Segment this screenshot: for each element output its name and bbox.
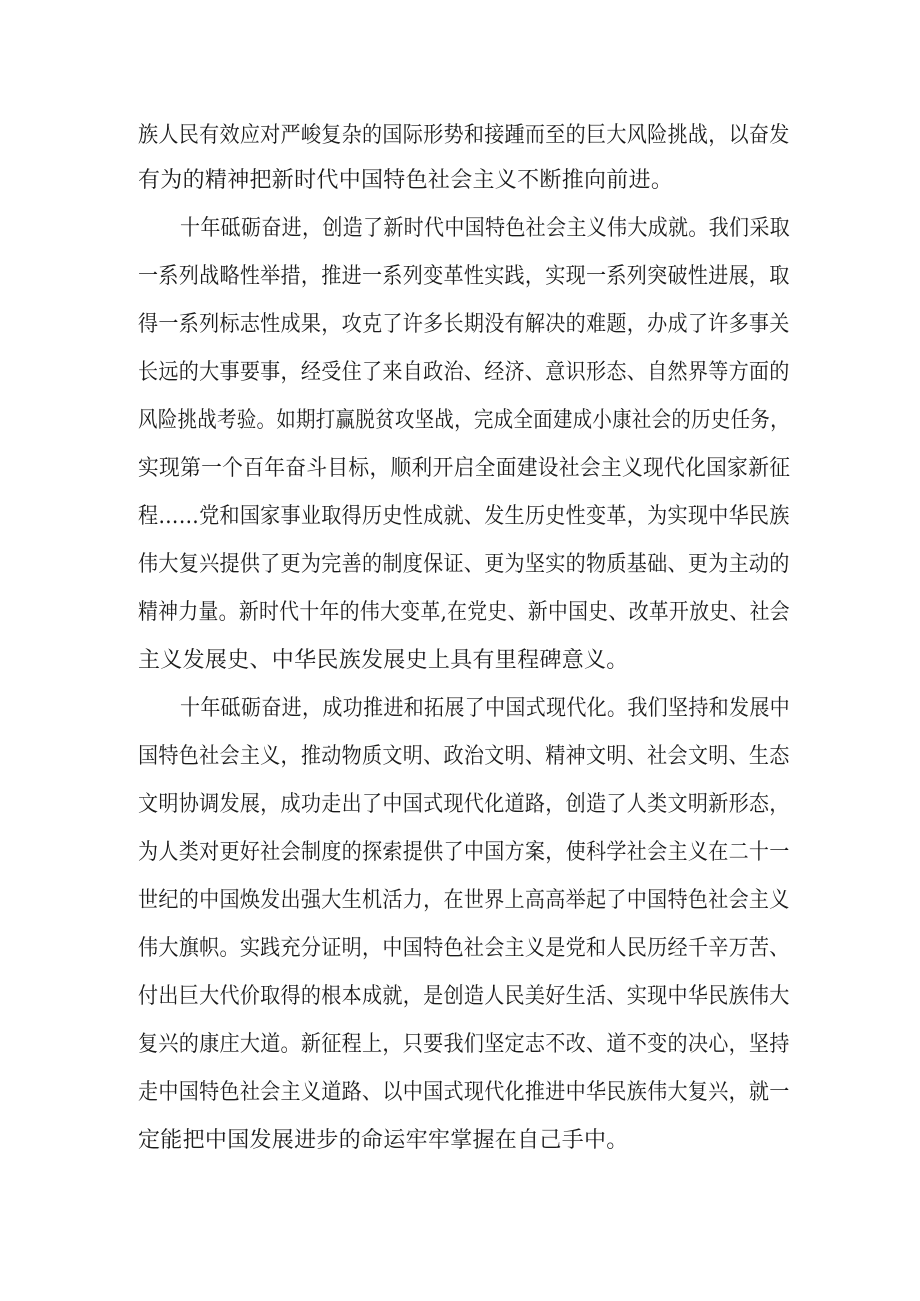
paragraph-2-line-10: 主义发展史、中华民族发展史上具有里程碑意义。: [138, 648, 629, 673]
paragraph-2-line-7: 程……党和国家事业取得历史性成就、发生历史性变革，为实现中华民族: [138, 504, 790, 529]
paragraph-3-line-6: 伟大旗帜。实践充分证明，中国特色社会主义是党和人民历经千辛万苦、: [138, 936, 790, 961]
paragraph-2-line-2: 一系列战略性举措，推进一系列变革性实践，实现一系列突破性进展，取: [138, 264, 790, 289]
paragraph-3-line-3: 文明协调发展，成功走出了中国式现代化道路，创造了人类文明新形态，: [138, 792, 790, 817]
paragraph-2-line-8: 伟大复兴提供了更为完善的制度保证、更为坚实的物质基础、更为主动的: [138, 552, 790, 577]
paragraph-1-line-1: 族人民有效应对严峻复杂的国际形势和接踵而至的巨大风险挑战，以奋发: [138, 123, 790, 148]
paragraph-2-line-1: 十年砥砺奋进，创造了新时代中国特色社会主义伟大成就。我们采取: [180, 216, 791, 241]
paragraph-2-line-4: 长远的大事要事，经受住了来自政治、经济、意识形态、自然界等方面的: [138, 360, 790, 385]
paragraph-3-line-4: 为人类对更好社会制度的探索提供了中国方案，使科学社会主义在二十一: [138, 840, 790, 865]
paragraph-3-line-8: 复兴的康庄大道。新征程上，只要我们坚定志不改、道不变的决心，坚持: [138, 1032, 790, 1057]
paragraph-2-line-6: 实现第一个百年奋斗目标，顺利开启全面建设社会主义现代化国家新征: [138, 456, 791, 481]
paragraph-2-line-5: 风险挑战考验。如期打赢脱贫攻坚战，完成全面建成小康社会的历史任务，: [138, 408, 790, 433]
paragraph-3-line-2: 国特色社会主义，推动物质文明、政治文明、精神文明、社会文明、生态: [138, 744, 790, 769]
paragraph-3-line-1: 十年砥砺奋进，成功推进和拓展了中国式现代化。我们坚持和发展中: [180, 696, 791, 721]
paragraph-3-line-7: 付出巨大代价取得的根本成就，是创造人民美好生活、实现中华民族伟大: [138, 984, 790, 1009]
paragraph-2-line-9: 精神力量。新时代十年的伟大变革,在党史、新中国史、改革开放史、社会: [138, 600, 790, 625]
paragraph-3-line-9: 走中国特色社会主义道路、以中国式现代化推进中华民族伟大复兴，就一: [138, 1080, 790, 1105]
paragraph-3-line-5: 世纪的中国焕发出强大生机活力，在世界上高高举起了中国特色社会主义: [138, 888, 790, 913]
paragraph-2-line-3: 得一系列标志性成果，攻克了许多长期没有解决的难题，办成了许多事关: [138, 312, 790, 337]
paragraph-3-line-10: 定能把中国发展进步的命运牢牢掌握在自己手中。: [138, 1128, 629, 1153]
paragraph-1-line-2: 有为的精神把新时代中国特色社会主义不断推向前进。: [138, 168, 674, 193]
